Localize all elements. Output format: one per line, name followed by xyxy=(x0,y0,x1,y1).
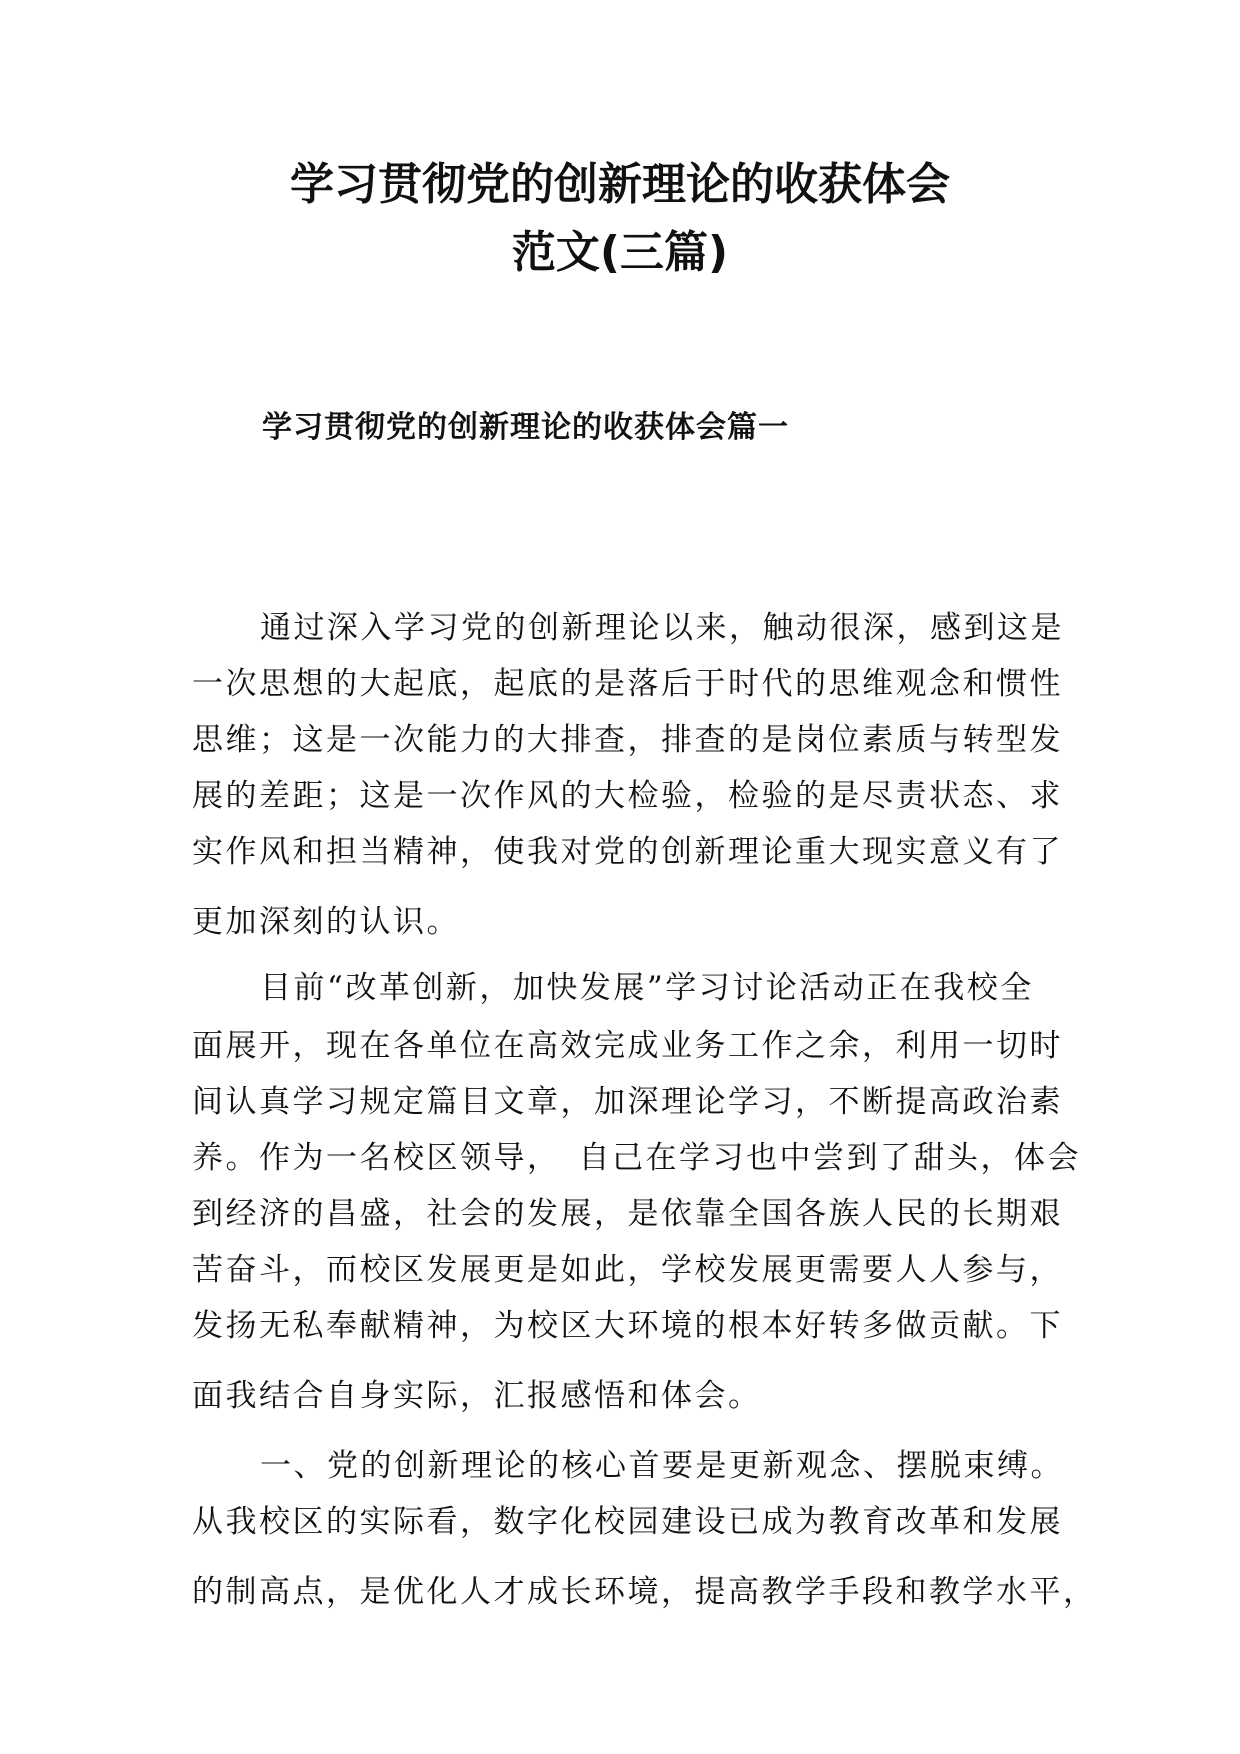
body-line-3: 思维；这是一次能力的大排查，排查的是岗位素质与转型发 xyxy=(192,722,1063,758)
body-line-17: 的制高点，是优化人才成长环境，提高教学手段和教学水平， xyxy=(192,1574,1097,1610)
document-title-line-1: 学习贯彻党的创新理论的收获体会 xyxy=(290,159,950,210)
body-line-5: 实作风和担当精神，使我对党的创新理论重大现实意义有了 xyxy=(192,834,1063,870)
body-line-13: 发扬无私奉献精神，为校区大环境的根本好转多做贡献。下 xyxy=(192,1308,1063,1344)
body-line-14: 面我结合自身实际，汇报感悟和体会。 xyxy=(192,1378,762,1414)
section-heading: 学习贯彻党的创新理论的收获体会篇一 xyxy=(262,410,789,445)
body-line-12: 苦奋斗，而校区发展更是如此，学校发展更需要人人参与， xyxy=(192,1252,1063,1288)
body-line-15: 一、党的创新理论的核心首要是更新观念、摆脱束缚。 xyxy=(260,1448,1064,1484)
document-title-line-2: 范文(三篇) xyxy=(511,227,729,278)
body-line-11: 到经济的昌盛，社会的发展，是依靠全国各族人民的长期艰 xyxy=(192,1196,1063,1232)
body-line-4: 展的差距；这是一次作风的大检验，检验的是尽责状态、求 xyxy=(192,778,1063,814)
body-line-1: 通过深入学习党的创新理论以来，触动很深，感到这是 xyxy=(260,610,1064,646)
body-line-16: 从我校区的实际看，数字化校园建设已成为教育改革和发展 xyxy=(192,1504,1063,1540)
body-line-6: 更加深刻的认识。 xyxy=(192,904,460,940)
body-line-10: 养。作为一名校区领导， 自己在学习也中尝到了甜头，体会 xyxy=(192,1140,1081,1176)
body-line-2: 一次思想的大起底，起底的是落后于时代的思维观念和惯性 xyxy=(192,666,1063,702)
body-line-9: 间认真学习规定篇目文章，加深理论学习，不断提高政治素 xyxy=(192,1084,1063,1120)
body-line-7: 目前“改革创新，加快发展”学习讨论活动正在我校全 xyxy=(260,970,1034,1006)
body-line-8: 面展开，现在各单位在高效完成业务工作之余，利用一切时 xyxy=(192,1028,1063,1064)
